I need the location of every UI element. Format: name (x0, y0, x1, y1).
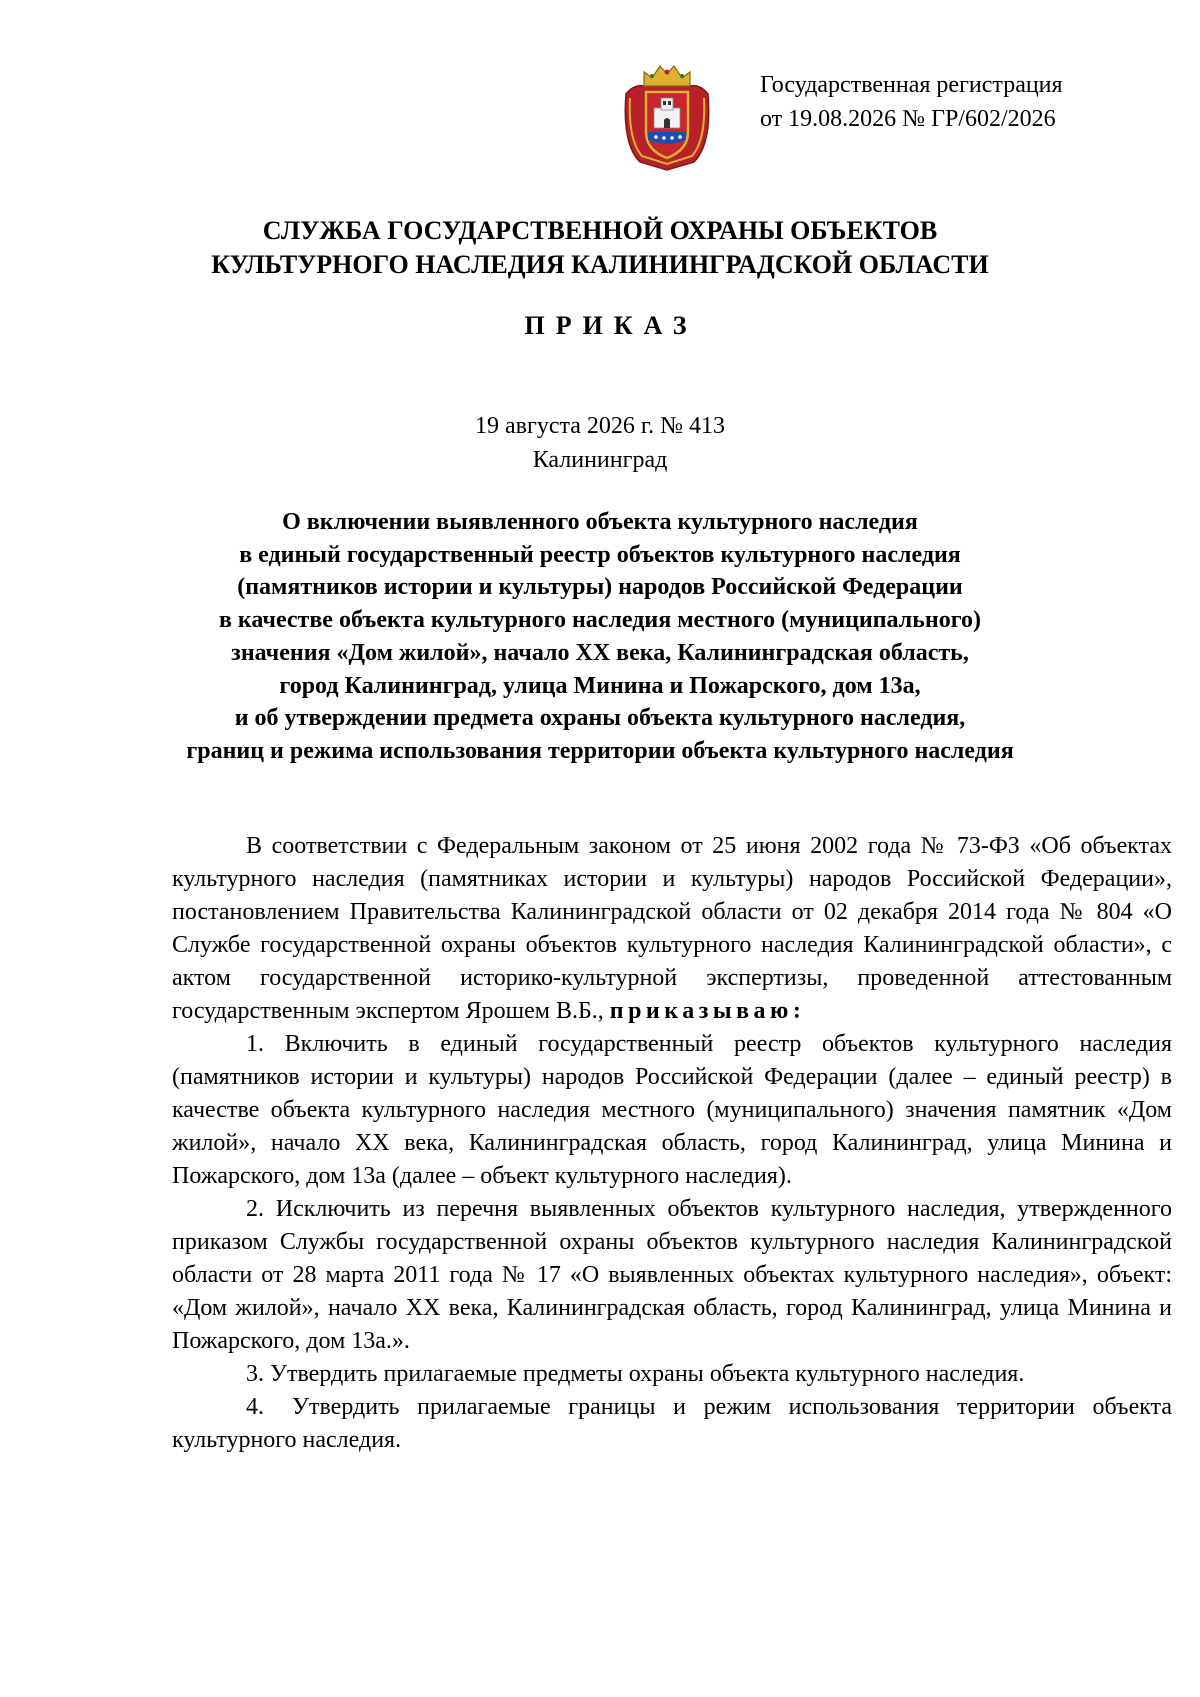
subject-line: О включении выявленного объекта культурного наследия (282, 509, 918, 535)
order-word: приказываю: (609, 998, 806, 1024)
preamble-paragraph (172, 830, 1172, 1028)
subject-line: в единый государственный реестр объектов культурного наследия (239, 541, 961, 568)
subject-line: (памятников истории и культуры) народов Российской Федерации (237, 574, 963, 601)
order-item-4-text: Утвердить прилагаемые границы и режим использования территории объекта культурного наследия. (172, 1394, 1172, 1453)
subject-line: в качестве объекта культурного наследия местного (муниципального) (218, 607, 982, 634)
coat-of-arms-icon (620, 54, 714, 172)
order-item-4 (172, 1391, 1172, 1457)
order-subject (150, 506, 1050, 768)
registration-stamp (760, 68, 1180, 136)
order-body (172, 830, 1172, 1457)
agency-name-line-2: КУЛЬТУРНОГО НАСЛЕДИЯ КАЛИНИНГРАДСКОЙ ОБЛАСТИ (211, 250, 989, 279)
order-city: Калининград (532, 447, 668, 473)
subject-line: границ и режима использования территории объекта культурного наследия (186, 737, 1014, 764)
order-item-1: 1. Включить в единый государственный реестр объектов культурного наследия (памятников истории и культуры) народов Российской Федерации (далее – единый реестр) в качестве объекта культурного наследия местного (муниципального) значения памятник «Дом жилой», начало XX века, Калининградская область, город Калининград, улица Минина и Пожарского, дом 13а (далее – объект культурного наследия). (172, 1031, 1172, 1189)
subject-line: значения «Дом жилой», начало XX века, Калининградская область, (231, 639, 969, 666)
order-date-number: 19 августа 2026 г. № 413 (475, 413, 725, 439)
order-item-2: 2. Исключить из перечня выявленных объектов культурного наследия, утвержденного приказом Службы государственной охраны объектов культурного наследия Калининградской области от 28 марта 2011 года № 17 «О выявленных объектах культурного наследия», объект: «Дом жилой», начало XX века, Калининградская область, город Калининград, улица Минина и Пожарского, дом 13а.». (172, 1196, 1172, 1354)
subject-line: и об утверждении предмета охраны объекта культурного наследия, (234, 705, 966, 732)
order-item-3: 3. Утвердить прилагаемые предметы охраны объекта культурного наследия. (246, 1361, 1025, 1387)
agency-name (0, 214, 1200, 282)
subject-line: город Калининград, улица Минина и Пожарского, дом 13а, (279, 672, 921, 699)
order-dateline (0, 409, 1200, 477)
agency-name-line-1: СЛУЖБА ГОСУДАРСТВЕННОЙ ОХРАНЫ ОБЪЕКТОВ (262, 216, 938, 245)
preamble-text: В соответствии с Федеральным законом от 25 июня 2002 года № 73-ФЗ «Об объектах культурного наследия (памятниках истории и культуры) народов Российской Федерации», постановлением Правительства Калининградской области от 02 декабря 2014 года № 804 «О Службе государственной охраны объектов культурного наследия Калининградской области», с актом государственной историко-культурной экспертизы, проведенной аттестованным государственным экспертом Ярошем В.Б., (172, 833, 1172, 1024)
order-title: ПРИКАЗ (524, 311, 698, 340)
registration-line-2: от 19.08.2026 № ГР/602/2026 (760, 106, 1056, 132)
registration-line-1: Государственная регистрация (760, 72, 1063, 98)
order-item-4-number: 4. (246, 1394, 264, 1420)
